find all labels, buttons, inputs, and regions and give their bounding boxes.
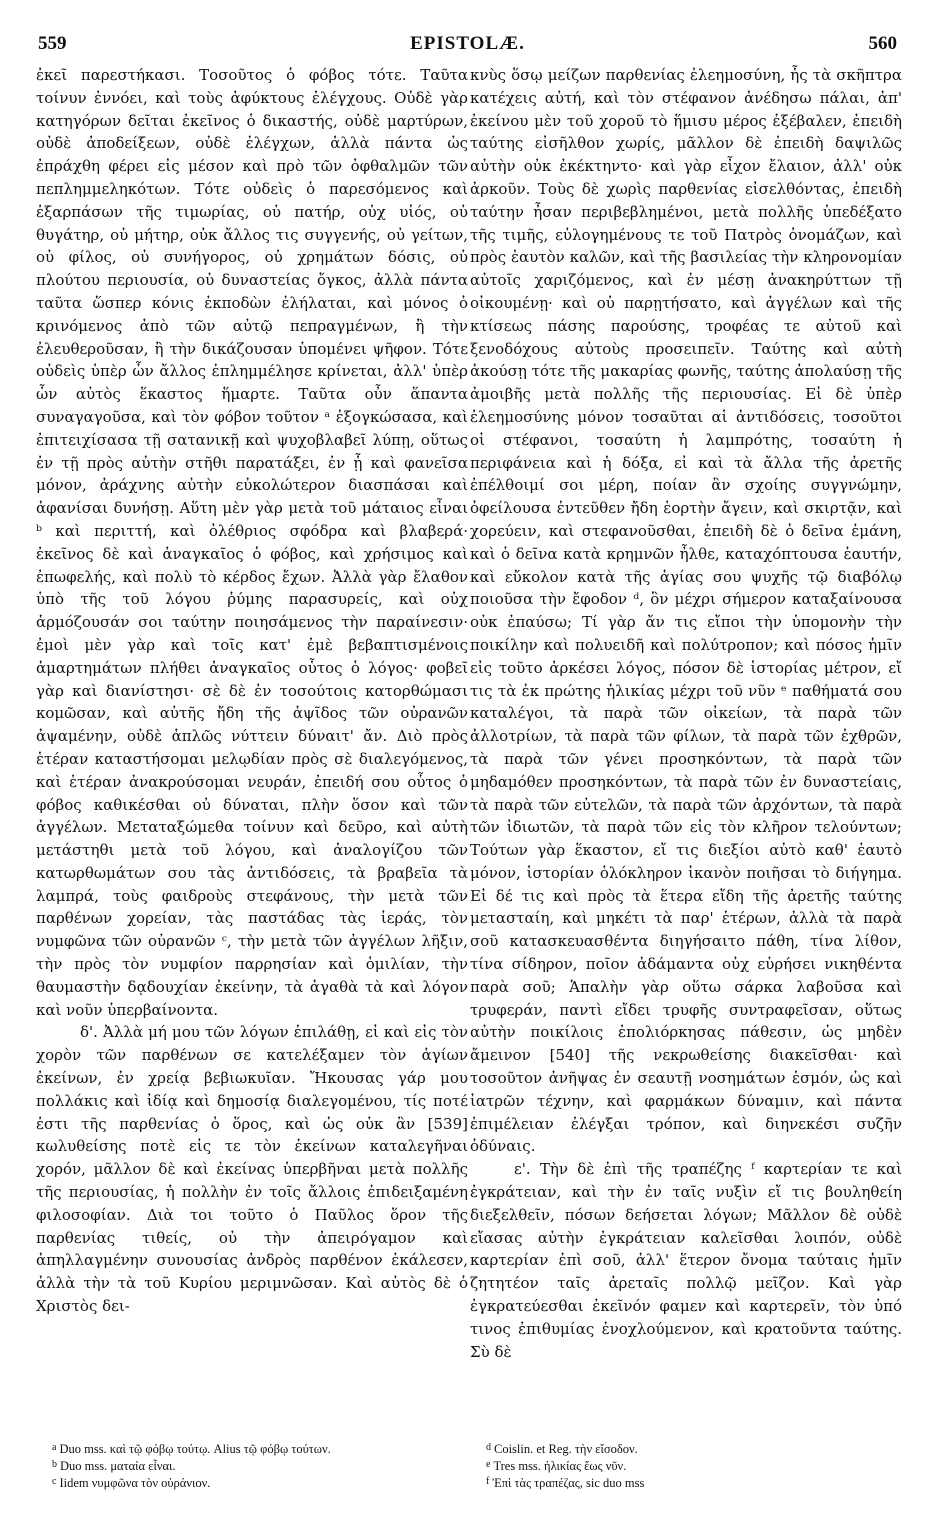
footnote-mark: c bbox=[52, 1476, 57, 1487]
footnote-mark: e bbox=[486, 1459, 491, 1470]
right-column bbox=[470, 64, 902, 1363]
footnote bbox=[486, 1474, 886, 1491]
footnote-mark: b bbox=[52, 1459, 57, 1470]
footnote bbox=[52, 1457, 452, 1474]
paragraph: κνὺς ὅσῳ μείζων παρθενίας ἐλεημοσύνη, ἧς τὰ σκῆπτρα κατέχεις αὐτή, καὶ τὸν στέφανον ἀνέδησω πάλαι, ἀπ' ἐκείνου μὲν τοῦ χοροῦ τὸ ἥμισυ μέρος ἐξέβαλεν, ἐπειδὴ ταύτης εἰσῆλθον χωρίς, μᾶλλον δὲ ἐπειδὴ δαψιλῶς αὐτὴν οὐκ ἐκέκτηντο· καὶ γὰρ εἶχον ἔλαιον, ἀλλ' οὐκ ἀρκοῦν. Τοὺς δὲ χωρὶς παρθενίας εἰσελθόντας, ἐπειδὴ ταύτην ἦσαν περιβεβλημένοι, μετὰ πολλῆς ὑπεδέξατο τῆς τιμῆς, εὐλογημένους τε τοῦ Πατρὸς ὀνομάζων, καὶ πρὸς ἑαυτὸν καλῶν, καὶ τῆς βασιλείας τὴν κληρονομίαν αὐτοῖς χαριζόμενος, καὶ ἐν μέσῃ ἀνακηρύττων τῇ οἰκουμένῃ· καὶ οὐ παρῃτήσατο, καὶ ἀγγέλων καὶ τῆς κτίσεως πάσης παρούσης, τροφέας τε αὐτοῦ καὶ ξενοδόχους αὐτοὺς προσειπεῖν. Ταύτης καὶ αὐτὴ ἀκούσῃ τότε τῆς μακαρίας φωνῆς, ταύτης ἀπολαύσῃ τῆς ἀμοιβῆς μετὰ πολλῆς τῆς περιουσίας. Εἰ δὲ ὑπὲρ ἐλεημοσύνης μόνον τοσαῦται αἱ ἀντιδόσεις, τοσοῦτοι οἱ στέφανοι, τοσαύτη ἡ λαμπρότης, τοσαύτη ἡ περιφάνεια καὶ ἡ δόξα, εἰ καὶ τὰ ἄλλα τῆς ἀρετῆς ἐπέλθοιμί σοι μέρη, ποίαν ἂν σχοίης συγγνώμην, ὀφείλουσα ἐντεῦθεν ἤδη ἑορτὴν ἄγειν, καὶ σκιρτᾷν, καὶ χορεύειν, καὶ στεφανοῦσθαι, ἐπειδὴ δὲ ὁ δεῖνα ἐμάνη, καὶ ὁ δεῖνα κατὰ κρημνῶν ἦλθε, καταχόπτουσα ἑαυτήν, καὶ εὔκολον κατὰ τῆς ἁγίας σου ψυχῆς τῷ διαβόλῳ ποιοῦσα τὴν ἔφοδον ᵈ, ὃν μέχρι σήμερον καταξαίνουσα οὐκ ἐπαύσω; Τί γὰρ ἄν τις εἴποι τὴν ὑπομονὴν τὴν ποικίλην καὶ πολυειδῆ καὶ πολύτροπον; καὶ πόσος ἡμῖν εἰς τοῦτο ἀρκέσει λόγος, πόσον δὲ ἱστορίας μέτρον, εἴ τις τὰ ἐκ πρώτης ἡλικίας μέχρι τοῦ νῦν ᵉ παθήματά σου καταλέγοι, τὰ παρὰ τῶν οἰκείων, τὰ παρὰ τῶν ἀλλοτρίων, τὰ παρὰ τῶν φίλων, τὰ παρὰ τῶν ἐχθρῶν, τὰ παρὰ τῶν γένει προσηκόντων, τὰ παρὰ τῶν μηδαμόθεν προσηκόντων, τὰ παρὰ τῶν ἐν δυναστείαις, τὰ παρὰ τῶν εὐτελῶν, τὰ παρὰ τῶν ἀρχόντων, τὰ παρὰ τῶν ἰδιωτῶν, τὰ παρὰ τῶν εἰς τὸν κλῆρον τελούντων; Τούτων γὰρ ἕκαστον, εἴ τις διεξίοι αὐτὸ καθ' ἑαυτὸ μόνον, ἱστορίαν ὁλόκληρον ἱκανὸν ποιῆσαι τὸ διήγημα. Εἰ δέ τις καὶ πρὸς τὰ ἕτερα εἴδη τῆς ἀρετῆς ταύτης μετασταίη, καὶ μηκέτι τὰ παρ' ἑτέρων, ἀλλὰ τὰ παρὰ σοῦ κατασκευασθέντα διηγήσαιτο πάθη, τίνα λίθον, τίνα σίδηρον, ποῖον ἀδάμαντα οὐχ εὑρήσει νικηθέντα παρὰ σοῦ; Ἁπαλὴν γὰρ οὕτω σάρκα λαβοῦσα καὶ τρυφεράν, παντὶ εἴδει τρυφῆς συντραφεῖσαν, οὕτως αὐτὴν ποικίλοις ἐπολιόρκησας πάθεσιν, ὡς μηδὲν ἄμεινον [540] τῆς νεκρωθείσης διακεῖσθαι· καὶ τοσοῦτον ἀνῆψας ἐν σεαυτῇ νοσημάτων ἑσμόν, ὡς καὶ ἰατρῶν τέχνην, καὶ φαρμάκων δύναμιν, καὶ πάντα ἐπιμέλειαν ἐλέγξαι τρόπον, καὶ διηνεκέσι συζῆν ὀδύναις. bbox=[470, 66, 902, 1156]
footnote-mark: f bbox=[486, 1476, 490, 1487]
footnote bbox=[486, 1457, 886, 1474]
footnote-text: Duo mss. ματαία εἶναι. bbox=[60, 1459, 176, 1473]
footnote-text: Ἐπὶ τὰς τραπέζας, sic duo mss bbox=[492, 1476, 645, 1490]
footnote-text: Iidem νυμφῶνα τὸν οὐράνιον. bbox=[59, 1476, 211, 1490]
footnote bbox=[52, 1474, 452, 1491]
footnote bbox=[486, 1440, 886, 1457]
footnote-mark: a bbox=[52, 1442, 57, 1453]
footnote-text: Tres mss. ἡλικίας ἕως νῦν. bbox=[493, 1459, 627, 1473]
footnotes-right bbox=[486, 1440, 886, 1491]
page-number-right: 560 bbox=[868, 33, 897, 54]
page-number-left: 559 bbox=[38, 33, 67, 54]
section-paragraph: δ'. Ἀλλὰ μή μου τῶν λόγων ἐπιλάθῃ, εἰ καὶ εἰς τὸν χορὸν τῶν παρθένων σε κατελέξαμεν τὸν ἁγίων ἐκείνων, ἐν χρείᾳ βεβιωκυῖαν. Ἤκουσας γάρ μου πολλάκις καὶ ἰδίᾳ καὶ δημοσίᾳ διαλεγομένου, τίς ποτέ ἐστι τῆς παρθενίας ὁ ὅρος, καὶ ὡς οὐκ ἂν [539] κωλυθείσης ποτὲ εἰς τε τὸν ἐκείνων καταλεγῆναι χορόν, μᾶλλον δὲ καὶ ἐκείνας ὑπερβῆναι μετὰ πολλῆς τῆς περιουσίας, ἡ πολλὴν ἐν τοῖς ἄλλοις ἐπιδειξαμένη φιλοσοφίαν. Διὰ τοι τοῦτο ὁ Παῦλος ὅρον τῆς παρθενίας τιθείς, οὐ τὴν ἀπειρόγαμον καὶ ἀπηλλαγμένην συνουσίας ἀνδρὸς παρθένον ἐκάλεσεν, ἀλλὰ τὴν τὰ τοῦ Κυρίου μεριμνῶσαν. Καὶ αὐτὸς δὲ ὁ Χριστὸς δει- bbox=[36, 1023, 468, 1316]
footnote-mark: d bbox=[486, 1442, 491, 1453]
running-title: EPISTOLÆ. bbox=[410, 33, 525, 54]
paragraph: ἐκεῖ παρεστήκασι. Τοσοῦτος ὁ φόβος τότε. Ταῦτα τοίνυν ἐννόει, καὶ τοὺς ἀφύκτους ἐλέγχους. Οὐδὲ γὰρ κατηγόρων δεῖται ἐκεῖνος ὁ δικαστής, οὐδὲ μαρτύρων, οὐδὲ ἀποδείξεων, οὐδὲ ἐλέγχων, ἀλλὰ πάντα ὡς ἐπράχθη φέρει εἰς μέσον καὶ πρὸ τῶν ὀφθαλμῶν τῶν πεπλημμεληκότων. Τότε οὐδεὶς ὁ παρεσόμενος καὶ ἐξαρπάσων τῆς τιμωρίας, οὐ πατήρ, οὐχ υἱός, οὐ θυγάτηρ, οὐ μήτηρ, οὐκ ἄλλος τις συγγενής, οὐ γείτων, οὐ φίλος, οὐ συνήγορος, οὐ χρημάτων δόσις, οὐ πλούτου περιουσία, οὐ δυναστείας ὄγκος, ἀλλὰ πάντα ταῦτα ὥσπερ κόνις ἐκποδὼν ἐλήλαται, καὶ μόνος ὁ κρινόμενος ἀπὸ τῶν αὐτῷ πεπραγμένων, ἢ τὴν ἐλευθεροῦσαν, ἢ τὴν δικάζουσαν ὑπομένει ψῆφον. Τότε οὐδεὶς ὑπὲρ ὧν ἄλλος ἐπλημμέλησε κρίνεται, ἀλλ' ὑπὲρ ὧν αὐτὸς ἕκαστος ἥμαρτε. Ταῦτα οὖν ἅπαντα συναγαγοῦσα, καὶ τὸν φόβον τοῦτον ᵃ ἐξογκώσασα, καὶ ἐπιτειχίσασα τῇ σατανικῇ καὶ ψυχοβλαβεῖ λύπῃ, οὕτως ἐν τῇ πρὸς αὐτὴν στῆθι παρατάξει, ἐν ᾗ καὶ φανεῖσα μόνον, ἀράχνης αὐτὴν εὐκολώτερον διασπάσαι καὶ ἀφανίσαι δυνήσῃ. Αὕτη μὲν γὰρ μετὰ τοῦ μάταιος εἶναι ᵇ καὶ περιττή, καὶ ὀλέθριος σφόδρα καὶ βλαβερά· ἐκεῖνος δὲ καὶ ἀναγκαῖος ὁ φόβος, καὶ χρήσιμος καὶ ἐπωφελής, καὶ πολὺ τὸ κέρδος ἔχων. Ἀλλὰ γὰρ ἔλαθον ὑπὸ τῆς τοῦ λόγου ῥύμης παρασυρείς, καὶ οὐχ ἁρμόζουσάν σοι ταύτην ποιησάμενος τὴν παραίνεσιν· ἐμοὶ μὲν γὰρ καὶ τοῖς κατ' ἐμὲ βεβαπτισμένοις ἁμαρτημάτων πλήθει ἀναγκαῖος οὗτος ὁ λόγος· φοβεῖ γὰρ καὶ διανίστησι· σὲ δὲ ἐν τοσούτοις κατορθώμασι κομῶσαν, καὶ αὐτῆς ἤδη τῆς ἁψῖδος τῶν οὐρανῶν ἀψαμένην, οὐδὲ ἁπλῶς νύττειν δύναιτ' ἄν. Διὸ πρὸς ἑτέραν καταστήσομαι μελῳδίαν πρὸς σὲ διαλεγόμενος, καὶ ἑτέραν ἀνακρούσομαι νευράν, ἐπειδή σου οὗτος ὁ φόβος καθικέσθαι οὐ δύναται, πλὴν ὅσον καὶ τῶν ἀγγέλων. Μεταταξώμεθα τοίνυν καὶ δεῦρο, καὶ αὐτὴ μετάστηθι μετὰ τοῦ λόγου, καὶ ἀναλογίζου τῶν κατωρθωμάτων σου τὰς ἀντιδόσεις, τὰ βραβεῖα τὰ λαμπρά, τοὺς φαιδροὺς στεφάνους, τὴν μετὰ τῶν παρθένων χορείαν, τὰς παστάδας τὰς ἱεράς, τὸν νυμφῶνα τῶν οὐρανῶν ᶜ, τὴν μετὰ τῶν ἀγγέλων λῆξιν, τὴν πρὸς τὸν νυμφίον παρρησίαν καὶ ὁμιλίαν, τὴν θαυμαστὴν δᾳδουχίαν ἐκείνην, τὰ ἀγαθὰ τὰ καὶ λόγον καὶ νοῦν ὑπερβαίνοντα. bbox=[36, 66, 468, 1019]
section-paragraph: ε'. Τὴν δὲ ἐπὶ τῆς τραπέζης ᶠ καρτερίαν τε καὶ ἐγκράτειαν, καὶ τὴν ἐν ταῖς νυξὶν εἴ τις βουληθείη διεξελθεῖν, πόσων δεήσεται λόγων; Μᾶλλον δὲ οὐδὲ εἴασας αὐτὴν ἐγκράτειαν καλεῖσθαι λοιπόν, οὐδὲ καρτερίαν ἐπὶ σοῦ, ἀλλ' ἕτερον ὄνομα ταύταις ἡμῖν ζητητέον ταῖς ἀρεταῖς πολλῷ μεῖζον. Καὶ γὰρ ἐγκρατεύεσθαι ἐκεῖνόν φαμεν καὶ καρτερεῖν, τὸν ὑπό τινος ἐπιθυμίας ἐνοχλούμενον, καὶ κρατοῦντα ταύτης. Σὺ δὲ bbox=[470, 1160, 902, 1361]
footnote bbox=[52, 1440, 452, 1457]
left-column bbox=[36, 64, 468, 1318]
footnote-text: Coislin. et Reg. τὴν εἴσοδον. bbox=[494, 1442, 638, 1456]
footnotes-left bbox=[52, 1440, 452, 1491]
footnote-text: Duo mss. καὶ τῷ φόβῳ τούτῳ. Alius τῷ φόβῳ τούτων. bbox=[59, 1442, 331, 1456]
page-header bbox=[38, 30, 897, 62]
